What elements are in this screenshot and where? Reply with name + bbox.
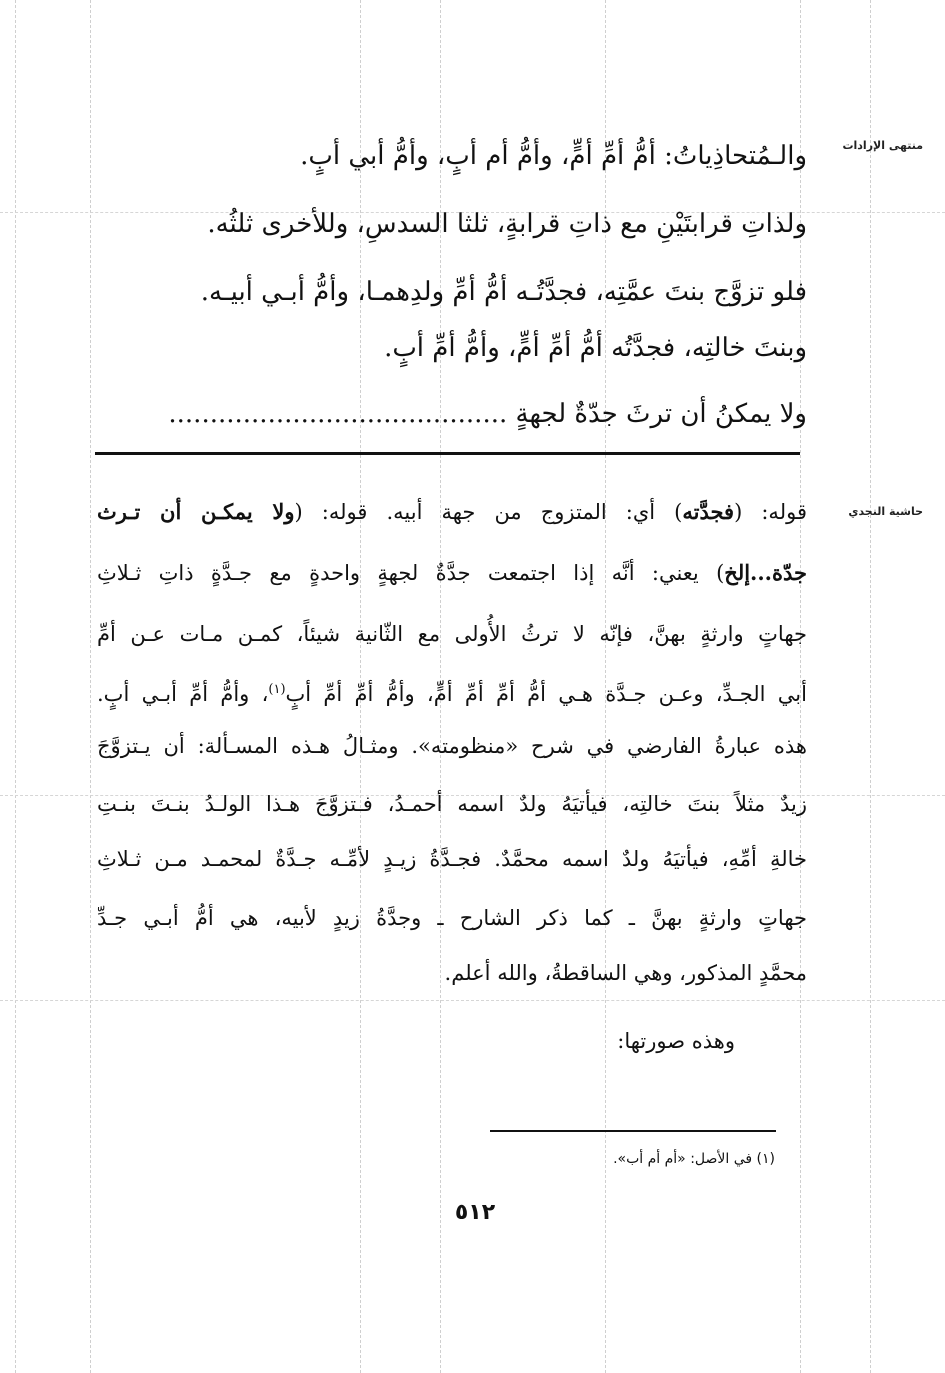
commentary-line-6: زيدٌ مثلاً بنتَ خالتِه، فيأتيَهُ ولدٌ اسمه أحمـدُ، فـتزوَّجَ هـذا الولـدُ بنـتَ بنـتِ	[97, 792, 807, 816]
commentary-line-5: هذه عبارةُ الفارضي في شرح «منظومته». ومثـالُ هـذه المسـألة: أن يـتزوَّجَ	[97, 734, 807, 758]
main-line-1: والـمُتحاذِياتُ: أمُّ أمِّ أمٍّ، وأمُّ أم أبٍ، وأمُّ أبي أبٍ.	[300, 141, 807, 171]
guide-line-v7	[870, 0, 871, 1373]
commentary-line-2	[97, 558, 807, 588]
commentary-text-span: أبي الجـدِّ، وعـن جـدَّة هـي أمُّ أمِّ أمِّ أمٍّ، وأمُّ أمِّ أمِّ أبٍ	[285, 682, 807, 706]
guide-line-v2	[90, 0, 91, 1373]
commentary-line-3: جهاتٍ وارثةٍ بهنَّ، فإنّه لا ترثُ الأُولى مع الثّانية شيئاً، كمـن مـات عـن أمِّ	[97, 622, 807, 646]
quoted-term: ولا يمكـن أن تـرث	[97, 499, 295, 524]
guide-line-h3	[0, 1000, 945, 1001]
ellipsis-dots: .........................................	[168, 399, 508, 429]
page-number: ٥١٢	[454, 1200, 496, 1225]
commentary-text-span: ) أي: المتزوج من جهة أبيه. قوله: (	[294, 500, 683, 524]
commentary-line-4	[97, 675, 807, 709]
footnote: (١) في الأصل: «أم أم أب».	[613, 1151, 775, 1167]
section-label-commentary: حاشية النجدي	[848, 505, 923, 518]
commentary-line-10: وهذه صورتها:	[617, 1029, 735, 1053]
commentary-line-1	[97, 497, 807, 527]
main-line-4: وبنتَ خالتِه، فجدَّتُه أمُّ أمِّ أمٍّ، وأمُّ أمِّ أبٍ.	[384, 333, 807, 363]
footnote-divider	[490, 1130, 776, 1132]
main-line-3: فلو تزوَّج بنتَ عمَّتِه، فجدَّتُـه أمُّ أمِّ ولدِهمـا، وأمُّ أبـي أبيـه.	[200, 277, 807, 307]
commentary-text-span: ، وأمُّ أمِّ أبـي أبٍ.	[97, 682, 269, 706]
footnote-reference: (١)	[268, 682, 286, 697]
commentary-line-9: محمَّدٍ المذكور، وهي الساقطةُ، والله أعلم.	[444, 961, 807, 985]
commentary-line-7: خالةِ أمِّهِ، فيأتيَهُ ولدٌ اسمه محمَّدٌ. فجـدَّةُ زيـدٍ لأمِّـه جـدَّةٌ لمحمـد مـن ثـلاثِ	[97, 847, 807, 871]
section-divider	[95, 452, 800, 455]
guide-line-v1	[15, 0, 16, 1373]
section-label-main: منتهى الإرادات	[842, 139, 923, 152]
commentary-line-8: جهاتٍ وارثةٍ بهنَّ ـ كما ذكر الشارح ـ وجدَّةُ زيدٍ لأبيه، هي أمُّ أبـي جـدِّ	[97, 906, 807, 930]
quoted-term: فجدَّته	[682, 499, 735, 524]
quoted-term: جدّة...إلخ	[724, 560, 807, 585]
commentary-text-span: قوله: (	[734, 500, 807, 524]
commentary-text-span: ) يعني: أنَّه إذا اجتمعت جدَّةٌ لجهةٍ واحدةٍ مع جـدَّةٍ ذاتِ ثـلاثِ	[97, 561, 725, 585]
main-line-5	[107, 397, 807, 431]
main-line-5-text: ولا يمكنُ أن ترثَ جدّةٌ لجهةٍ	[515, 399, 807, 429]
main-line-2: ولذاتِ قرابتَيْنِ مع ذاتِ قرابةٍ، ثلثا السدسِ، وللأخرى ثلثُه.	[207, 209, 807, 239]
